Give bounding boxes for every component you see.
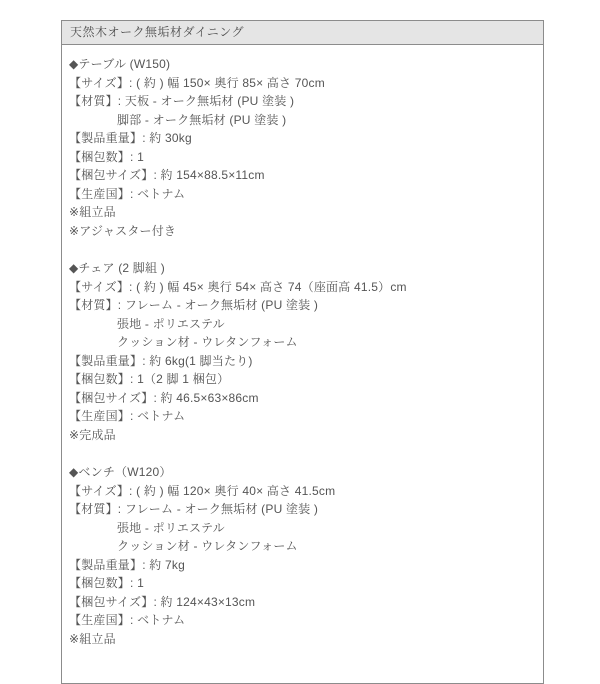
bench-material-cushion: クッション材 - ウレタンフォーム: [117, 539, 298, 553]
bench-package-size: 【梱包サイズ】: 約 124×43×13cm: [69, 594, 256, 609]
spec-header-bar: [61, 20, 544, 45]
table-material-top: 【材質】: 天板 - オーク無垢材 (PU 塗装 ): [69, 94, 295, 108]
chair-size: 【サイズ】: ( 約 ) 幅 45× 奥行 54× 高さ 74（座面高 41.5）cm: [69, 279, 407, 294]
table-package-count: 【梱包数】: 1: [69, 149, 144, 164]
table-package-size: 【梱包サイズ】: 約 154×88.5×11cm: [69, 168, 265, 182]
bench-weight: 【製品重量】: 約 7kg: [69, 557, 185, 572]
table-material-legs: 脚部 - オーク無垢材 (PU 塗装 ): [117, 112, 287, 127]
chair-material-frame: 【材質】: フレーム - オーク無垢材 (PU 塗装 ): [69, 298, 319, 312]
bench-size: 【サイズ】: ( 約 ) 幅 120× 奥行 40× 高さ 41.5cm: [69, 483, 336, 498]
section-bench: [69, 463, 535, 648]
chair-country: 【生産国】: ベトナム: [69, 409, 186, 423]
chair-material-upholstery: 張地 - ポリエステル: [117, 316, 225, 331]
section-bench-title: ◆ベンチ（W120）: [69, 465, 172, 479]
bench-country: 【生産国】: ベトナム: [69, 613, 186, 627]
bench-material-upholstery: 張地 - ポリエステル: [117, 520, 225, 535]
spec-header-title: 天然木オーク無垢材ダイニング: [70, 25, 245, 39]
bench-package-count: 【梱包数】: 1: [69, 576, 144, 590]
section-table: [69, 55, 535, 240]
chair-weight: 【製品重量】: 約 6kg(1 脚当たり): [69, 353, 253, 368]
chair-material-cushion: クッション材 - ウレタンフォーム: [117, 335, 298, 349]
table-weight: 【製品重量】: 約 30kg: [69, 131, 192, 145]
bench-note-assembly: ※組立品: [69, 631, 116, 646]
chair-package-size: 【梱包サイズ】: 約 46.5×63×86cm: [69, 390, 259, 405]
section-chair-title: ◆チェア (2 脚組 ): [69, 261, 165, 275]
table-note-adjuster: ※アジャスター付き: [69, 223, 177, 238]
bench-material-frame: 【材質】: フレーム - オーク無垢材 (PU 塗装 ): [69, 502, 319, 516]
section-table-title: ◆テーブル (W150): [69, 57, 171, 71]
spec-body: [61, 44, 544, 684]
chair-package-count: 【梱包数】: 1（2 脚 1 梱包）: [69, 372, 230, 386]
table-note-assembly: ※組立品: [69, 205, 116, 219]
table-country: 【生産国】: ベトナム: [69, 186, 186, 201]
section-chair: [69, 259, 535, 444]
table-size: 【サイズ】: ( 約 ) 幅 150× 奥行 85× 高さ 70cm: [69, 75, 325, 90]
product-spec-panel: [61, 20, 544, 684]
chair-note-finished: ※完成品: [69, 427, 116, 442]
